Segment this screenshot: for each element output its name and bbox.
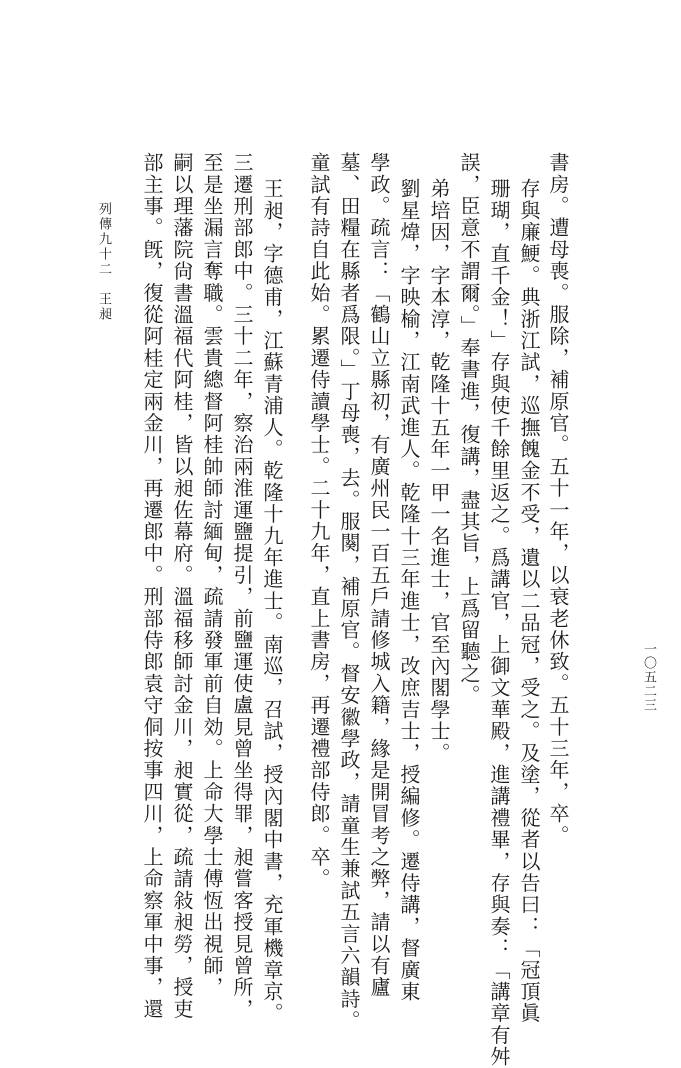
text-column-11: 三遷刑部郎中。三十二年，察治兩淮運鹽提引，前鹽運使盧見曾坐得罪，昶嘗客授見曾所， — [230, 152, 254, 1020]
page-number: 一〇五二三 — [641, 642, 656, 712]
text-column-9: 童試有詩自此始。累遷侍讀學士。二十九年，直上書房，再遷禮部侍郎。卒。 — [307, 152, 331, 890]
text-column-6: 劉星煒，字映榆，江南武進人。乾隆十三年進士，改庶吉士，授編修。遷侍講，督廣東 — [397, 178, 421, 1003]
text-column-3: 珊瑚，直千金！」存與使千餘里返之。爲講官，上御文華殿，進講禮畢，存與奏：「講章有舛 — [487, 178, 511, 1068]
text-column-14: 部主事。旣，復從阿桂定兩金川，再遷郎中。刑部侍郎袁守侗按事四川，上命察軍中事，還 — [140, 152, 164, 1020]
text-column-8: 墓、田糧在縣者爲限。」丁母喪，去。服闋，補原官。督安徽學政，請童生兼試五言六韻詩。 — [337, 152, 361, 1032]
text-column-7: 學政。疏言：「鶴山立縣初，有廣州民一百五戶請修城入籍，緣是開冒考之弊，請以有廬 — [367, 152, 391, 999]
text-column-12: 至是坐漏言奪職。雲貴總督阿桂帥師討緬甸，疏請發軍前自効。上命大學士傅恆出視師， — [200, 152, 224, 999]
text-column-4: 誤，臣意不謂爾。」奉書進，復講，盡其旨，上爲留聽之。 — [457, 152, 481, 707]
running-head: 列傳九十二 王昶 — [96, 202, 111, 322]
text-column-10: 王昶，字德甫，江蘇青浦人。乾隆十九年進士。南巡，召試，授內閣中書，充軍機章京。 — [260, 178, 284, 1025]
text-column-5: 弟培因，字本淳，乾隆十五年一甲一名進士，官至內閣學士。 — [427, 178, 451, 764]
text-column-13: 嗣以理藩院尙書溫福代阿桂，皆以昶佐幕府。溫福移師討金川，昶實從，疏請敍昶勞，授吏 — [170, 152, 194, 1020]
text-column-2: 存與廉鯁。典浙江試，巡撫餽金不受，遺以二品冠，受之。及塗，從者以告曰：「冠頂眞 — [517, 178, 541, 1025]
text-column-1: 書房。遭母喪。服除，補原官。五十一年，以衰老休致。五十三年，卒。 — [546, 152, 570, 847]
